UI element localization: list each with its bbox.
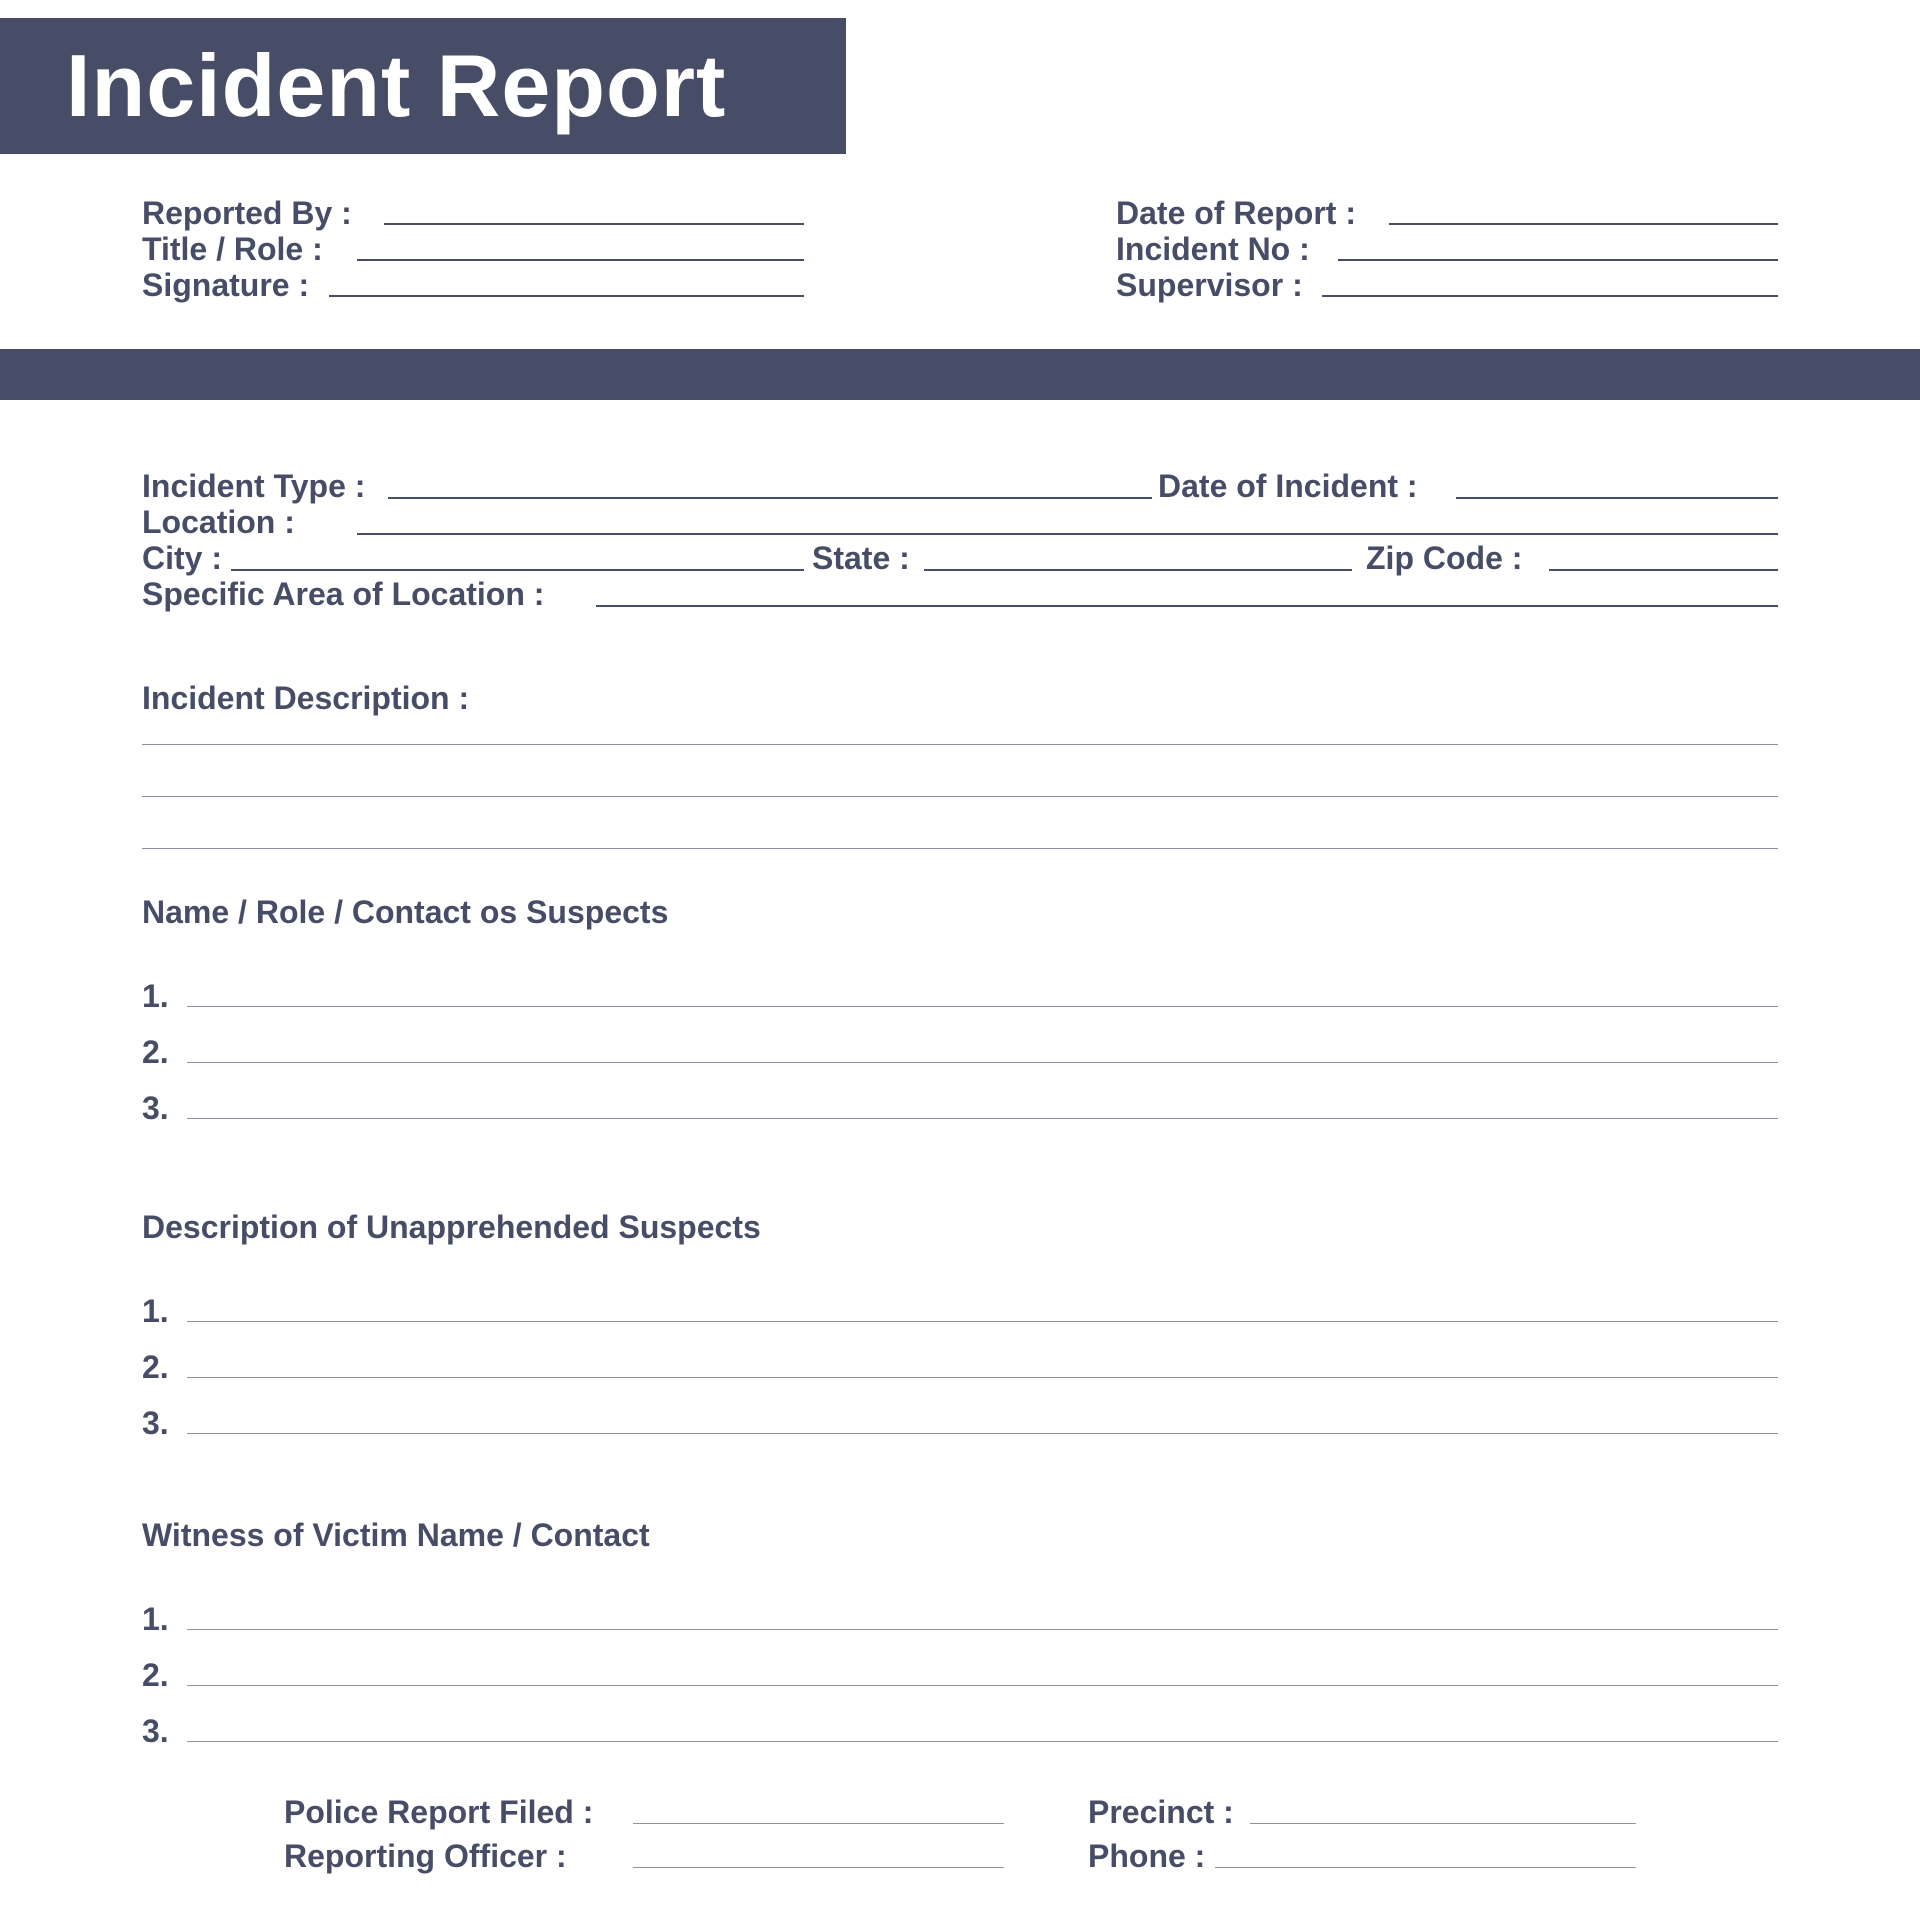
reported-by-label: Reported By : [142, 195, 352, 231]
incident-no-field[interactable] [1338, 259, 1778, 261]
suspects-line-3[interactable] [187, 1118, 1778, 1119]
date-of-incident-field[interactable] [1456, 497, 1778, 499]
city-field[interactable] [231, 569, 804, 571]
phone-label: Phone : [1088, 1838, 1206, 1874]
unapprehended-item-number: 1. [142, 1293, 169, 1329]
zip-code-label: Zip Code : [1366, 540, 1523, 576]
date-of-report-label: Date of Report : [1116, 195, 1356, 231]
suspects-line-1[interactable] [187, 1006, 1778, 1007]
witness-heading: Witness of Victim Name / Contact [142, 1517, 650, 1553]
reported-by-field[interactable] [384, 223, 804, 225]
incident-no-label: Incident No : [1116, 231, 1310, 267]
title-role-field[interactable] [357, 259, 804, 261]
location-label: Location : [142, 504, 295, 540]
witness-item-number: 2. [142, 1657, 169, 1693]
incident-type-field[interactable] [388, 497, 1152, 499]
suspects-item-number: 2. [142, 1034, 169, 1070]
supervisor-label: Supervisor : [1116, 267, 1303, 303]
zip-code-field[interactable] [1549, 569, 1778, 571]
unapprehended-line-2[interactable] [187, 1377, 1778, 1378]
witness-line-2[interactable] [187, 1685, 1778, 1686]
suspects-item-number: 1. [142, 978, 169, 1014]
witness-item-number: 1. [142, 1601, 169, 1637]
precinct-label: Precinct : [1088, 1794, 1234, 1830]
suspects-heading: Name / Role / Contact os Suspects [142, 894, 669, 930]
title-role-label: Title / Role : [142, 231, 323, 267]
reporting-officer-field[interactable] [633, 1867, 1004, 1868]
unapprehended-line-1[interactable] [187, 1321, 1778, 1322]
description-line-1[interactable] [142, 744, 1778, 745]
specific-area-field[interactable] [596, 605, 1778, 607]
date-of-report-field[interactable] [1389, 223, 1778, 225]
police-report-filed-field[interactable] [633, 1823, 1004, 1824]
location-field[interactable] [357, 533, 1778, 535]
phone-field[interactable] [1215, 1867, 1636, 1868]
title-banner [0, 18, 846, 154]
precinct-field[interactable] [1250, 1823, 1636, 1824]
suspects-line-2[interactable] [187, 1062, 1778, 1063]
witness-line-1[interactable] [187, 1629, 1778, 1630]
witness-line-3[interactable] [187, 1741, 1778, 1742]
reporting-officer-label: Reporting Officer : [284, 1838, 567, 1874]
signature-label: Signature : [142, 267, 310, 303]
incident-type-label: Incident Type : [142, 468, 366, 504]
signature-field[interactable] [329, 295, 804, 297]
suspects-item-number: 3. [142, 1090, 169, 1126]
date-of-incident-label: Date of Incident : [1158, 468, 1418, 504]
state-label: State : [812, 540, 910, 576]
unapprehended-heading: Description of Unapprehended Suspects [142, 1209, 761, 1245]
description-line-3[interactable] [142, 848, 1778, 849]
witness-item-number: 3. [142, 1713, 169, 1749]
description-line-2[interactable] [142, 796, 1778, 797]
unapprehended-item-number: 3. [142, 1405, 169, 1441]
police-report-filed-label: Police Report Filed : [284, 1794, 594, 1830]
city-label: City : [142, 540, 222, 576]
section-divider-band [0, 349, 1920, 400]
specific-area-label: Specific Area of Location : [142, 576, 545, 612]
state-field[interactable] [924, 569, 1352, 571]
incident-description-heading: Incident Description : [142, 680, 470, 716]
supervisor-field[interactable] [1322, 295, 1778, 297]
unapprehended-line-3[interactable] [187, 1433, 1778, 1434]
unapprehended-item-number: 2. [142, 1349, 169, 1385]
page-title: Incident Report [66, 36, 727, 135]
